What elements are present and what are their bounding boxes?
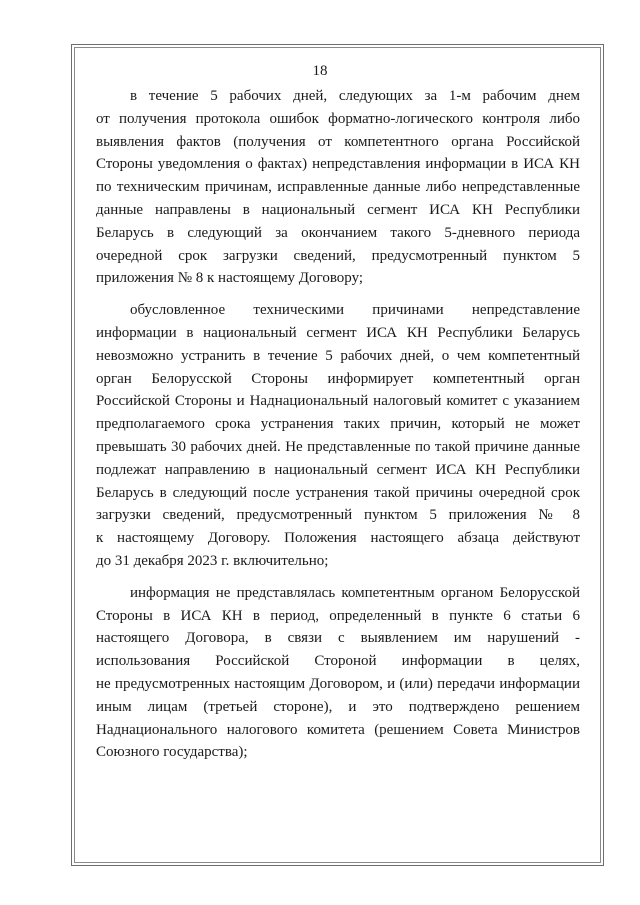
paragraph-line: Наднационального налогового комитета (решением Совета Министров bbox=[96, 721, 580, 738]
paragraph-line: приложения № 8 к настоящему Договору; bbox=[96, 270, 364, 287]
paragraph-line: Стороны уведомления о фактах) непредставления информации в ИСА КН bbox=[96, 156, 580, 173]
paragraph-line: обусловленное техническими причинами непредставление bbox=[130, 302, 580, 319]
paragraph-line: по техническим причинам, исправленные данные либо непредставленные bbox=[96, 179, 580, 196]
paragraph-line: Стороны в ИСА КН в период, определенный в пункте 6 статьи 6 bbox=[96, 607, 580, 624]
paragraph-line: данные направлены в национальный сегмент ИСА КН Республики bbox=[96, 201, 580, 218]
paragraph-line: Беларусь в следующий после устранения такой причины очередной срок bbox=[96, 484, 580, 501]
paragraph-line: информации в национальный сегмент ИСА КН Республики Беларусь bbox=[96, 324, 580, 341]
paragraph-1 bbox=[96, 85, 580, 290]
paragraph-line: загрузки сведений, предусмотренный пунктом 5 приложения № 8 bbox=[96, 507, 580, 524]
paragraph-line: Беларусь в следующий за окончанием такого 5-дневного периода bbox=[96, 224, 580, 241]
paragraph-line: орган Белорусской Стороны информирует компетентный орган bbox=[96, 370, 580, 387]
paragraph-line: информация не представлялась компетентным органом Белорусской bbox=[130, 584, 580, 601]
paragraph-line: до 31 декабря 2023 г. включительно; bbox=[96, 552, 329, 569]
paragraph-line: предполагаемого срока устранения таких причин, который не может bbox=[96, 416, 580, 433]
paragraph-line: невозможно устранить в течение 5 рабочих дней, о чем компетентный bbox=[96, 347, 580, 364]
paragraph-line: Российской Стороны и Наднациональный налоговый комитет с указанием bbox=[96, 393, 580, 410]
page-number: 18 bbox=[312, 63, 328, 79]
paragraph-line: настоящего Договора, в связи с выявлением им нарушений - bbox=[96, 630, 580, 647]
paragraph-line: от получения протокола ошибок форматно-логического контроля либо bbox=[96, 110, 580, 127]
paragraph-line: подлежат направлению в национальный сегмент ИСА КН Республики bbox=[96, 461, 580, 478]
paragraph-line: использования Российской Стороной информации в целях, bbox=[96, 653, 580, 670]
paragraph-line: Союзного государства); bbox=[96, 744, 248, 761]
document-body bbox=[96, 85, 580, 773]
paragraph-line: выявления фактов (получения от компетентного органа Российской bbox=[96, 133, 580, 150]
paragraph-line: к настоящему Договору. Положения настоящего абзаца действуют bbox=[96, 530, 580, 547]
paragraph-line: не предусмотренных настоящим Договором, и (или) передачи информации bbox=[96, 675, 580, 692]
paragraph-line: иным лицам (третьей стороне), и это подтверждено решением bbox=[96, 698, 580, 715]
paragraph-line: в течение 5 рабочих дней, следующих за 1-м рабочим днем bbox=[130, 88, 580, 104]
paragraph-2 bbox=[96, 299, 580, 573]
paragraph-3 bbox=[96, 582, 580, 764]
paragraph-line: очередной срок загрузки сведений, предусмотренный пунктом 5 bbox=[96, 247, 580, 264]
paragraph-line: превышать 30 рабочих дней. Не представленные по такой причине данные bbox=[96, 438, 580, 455]
